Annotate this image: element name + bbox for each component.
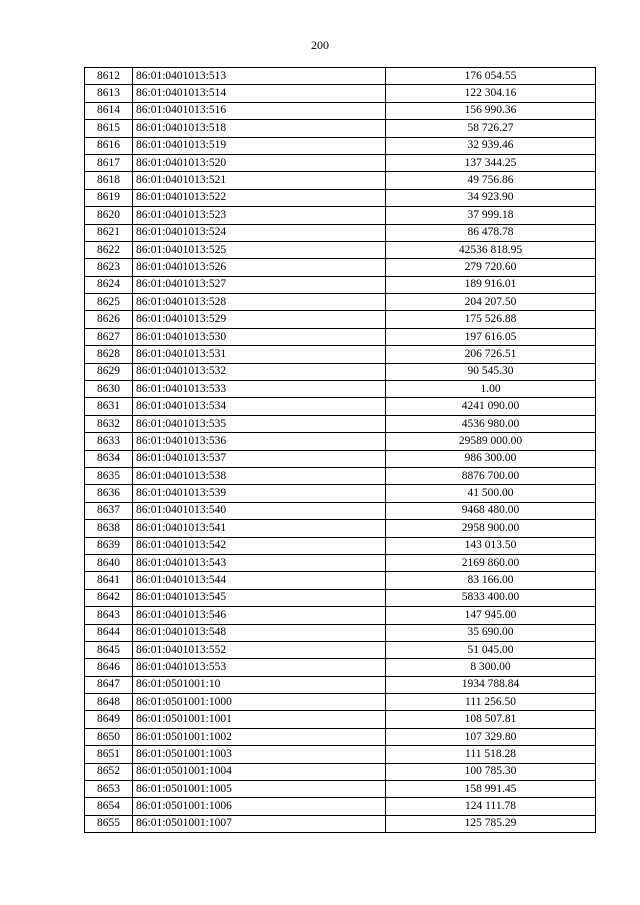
cadastral-number-cell: 86:01:0401013:516 xyxy=(133,102,386,119)
table-row xyxy=(85,415,596,432)
row-number-cell: 8644 xyxy=(85,624,133,641)
cadastral-value-cell: 8876 700.00 xyxy=(386,467,596,484)
table-row xyxy=(85,728,596,745)
cadastral-number-cell: 86:01:0401013:519 xyxy=(133,137,386,154)
cadastral-value-cell: 2958 900.00 xyxy=(386,520,596,537)
cadastral-number-cell: 86:01:0401013:536 xyxy=(133,433,386,450)
cadastral-number-cell: 86:01:0401013:548 xyxy=(133,624,386,641)
cadastral-number-cell: 86:01:0401013:514 xyxy=(133,85,386,102)
cadastral-number-cell: 86:01:0401013:539 xyxy=(133,485,386,502)
cadastral-number-cell: 86:01:0401013:544 xyxy=(133,572,386,589)
row-number-cell: 8628 xyxy=(85,346,133,363)
table-row xyxy=(85,763,596,780)
cadastral-value-cell: 58 726.27 xyxy=(386,120,596,137)
cadastral-value-cell: 29589 000.00 xyxy=(386,433,596,450)
cadastral-value-cell: 197 616.05 xyxy=(386,328,596,345)
cadastral-value-cell: 83 166.00 xyxy=(386,572,596,589)
cadastral-number-cell: 86:01:0501001:1001 xyxy=(133,711,386,728)
table-row xyxy=(85,537,596,554)
row-number-cell: 8649 xyxy=(85,711,133,728)
row-number-cell: 8646 xyxy=(85,659,133,676)
cadastral-number-cell: 86:01:0401013:538 xyxy=(133,467,386,484)
table-row xyxy=(85,102,596,119)
cadastral-value-cell: 9468 480.00 xyxy=(386,502,596,519)
table-row xyxy=(85,433,596,450)
cadastral-value-cell: 2169 860.00 xyxy=(386,554,596,571)
cadastral-value-cell: 176 054.55 xyxy=(386,68,596,85)
cadastral-value-cell: 49 756.86 xyxy=(386,172,596,189)
row-number-cell: 8651 xyxy=(85,746,133,763)
row-number-cell: 8631 xyxy=(85,398,133,415)
table-row xyxy=(85,85,596,102)
table-row xyxy=(85,381,596,398)
table-row xyxy=(85,589,596,606)
cadastral-number-cell: 86:01:0401013:542 xyxy=(133,537,386,554)
table-row xyxy=(85,554,596,571)
table-row xyxy=(85,311,596,328)
row-number-cell: 8620 xyxy=(85,207,133,224)
table-row xyxy=(85,68,596,85)
cadastral-value-cell: 35 690.00 xyxy=(386,624,596,641)
cadastral-number-cell: 86:01:0501001:10 xyxy=(133,676,386,693)
row-number-cell: 8634 xyxy=(85,450,133,467)
cadastral-number-cell: 86:01:0501001:1005 xyxy=(133,781,386,798)
cadastral-number-cell: 86:01:0401013:537 xyxy=(133,450,386,467)
row-number-cell: 8653 xyxy=(85,781,133,798)
row-number-cell: 8637 xyxy=(85,502,133,519)
row-number-cell: 8613 xyxy=(85,85,133,102)
table-row xyxy=(85,607,596,624)
cadastral-value-cell: 107 329.80 xyxy=(386,728,596,745)
cadastral-value-table xyxy=(84,67,596,833)
cadastral-value-cell: 4536 980.00 xyxy=(386,415,596,432)
cadastral-number-cell: 86:01:0401013:524 xyxy=(133,224,386,241)
cadastral-number-cell: 86:01:0401013:543 xyxy=(133,554,386,571)
table-row xyxy=(85,711,596,728)
row-number-cell: 8622 xyxy=(85,241,133,258)
table-row xyxy=(85,241,596,258)
row-number-cell: 8612 xyxy=(85,68,133,85)
cadastral-number-cell: 86:01:0401013:527 xyxy=(133,276,386,293)
table-row xyxy=(85,137,596,154)
row-number-cell: 8618 xyxy=(85,172,133,189)
row-number-cell: 8652 xyxy=(85,763,133,780)
cadastral-number-cell: 86:01:0501001:1003 xyxy=(133,746,386,763)
row-number-cell: 8650 xyxy=(85,728,133,745)
table-row xyxy=(85,641,596,658)
cadastral-number-cell: 86:01:0401013:533 xyxy=(133,381,386,398)
table-row xyxy=(85,694,596,711)
row-number-cell: 8623 xyxy=(85,259,133,276)
cadastral-number-cell: 86:01:0401013:546 xyxy=(133,607,386,624)
cadastral-value-cell: 51 045.00 xyxy=(386,641,596,658)
cadastral-number-cell: 86:01:0501001:1006 xyxy=(133,798,386,815)
cadastral-number-cell: 86:01:0501001:1002 xyxy=(133,728,386,745)
table-row xyxy=(85,328,596,345)
cadastral-value-cell: 4241 090.00 xyxy=(386,398,596,415)
cadastral-value-cell: 206 726.51 xyxy=(386,346,596,363)
cadastral-number-cell: 86:01:0501001:1000 xyxy=(133,694,386,711)
row-number-cell: 8643 xyxy=(85,607,133,624)
cadastral-value-cell: 41 500.00 xyxy=(386,485,596,502)
table-row xyxy=(85,659,596,676)
cadastral-number-cell: 86:01:0401013:541 xyxy=(133,520,386,537)
cadastral-number-cell: 86:01:0401013:521 xyxy=(133,172,386,189)
table-row xyxy=(85,172,596,189)
cadastral-number-cell: 86:01:0401013:535 xyxy=(133,415,386,432)
row-number-cell: 8617 xyxy=(85,154,133,171)
row-number-cell: 8626 xyxy=(85,311,133,328)
table-row xyxy=(85,746,596,763)
row-number-cell: 8639 xyxy=(85,537,133,554)
cadastral-value-cell: 124 111.78 xyxy=(386,798,596,815)
row-number-cell: 8627 xyxy=(85,328,133,345)
row-number-cell: 8638 xyxy=(85,520,133,537)
cadastral-value-cell: 86 478.78 xyxy=(386,224,596,241)
row-number-cell: 8616 xyxy=(85,137,133,154)
cadastral-value-cell: 37 999.18 xyxy=(386,207,596,224)
row-number-cell: 8641 xyxy=(85,572,133,589)
cadastral-value-cell: 147 945.00 xyxy=(386,607,596,624)
cadastral-number-cell: 86:01:0401013:520 xyxy=(133,154,386,171)
cadastral-number-cell: 86:01:0401013:525 xyxy=(133,241,386,258)
cadastral-value-cell: 189 916.01 xyxy=(386,276,596,293)
cadastral-number-cell: 86:01:0401013:518 xyxy=(133,120,386,137)
table-row xyxy=(85,485,596,502)
row-number-cell: 8614 xyxy=(85,102,133,119)
table-row xyxy=(85,294,596,311)
row-number-cell: 8629 xyxy=(85,363,133,380)
row-number-cell: 8621 xyxy=(85,224,133,241)
cadastral-number-cell: 86:01:0401013:530 xyxy=(133,328,386,345)
table-row xyxy=(85,154,596,171)
table-row xyxy=(85,815,596,832)
cadastral-value-cell: 1.00 xyxy=(386,381,596,398)
cadastral-number-cell: 86:01:0401013:526 xyxy=(133,259,386,276)
row-number-cell: 8636 xyxy=(85,485,133,502)
cadastral-number-cell: 86:01:0401013:534 xyxy=(133,398,386,415)
cadastral-value-cell: 108 507.81 xyxy=(386,711,596,728)
table-row xyxy=(85,189,596,206)
cadastral-value-cell: 111 256.50 xyxy=(386,694,596,711)
table-row xyxy=(85,207,596,224)
row-number-cell: 8633 xyxy=(85,433,133,450)
cadastral-value-cell: 5833 400.00 xyxy=(386,589,596,606)
table-row xyxy=(85,120,596,137)
row-number-cell: 8615 xyxy=(85,120,133,137)
row-number-cell: 8648 xyxy=(85,694,133,711)
cadastral-number-cell: 86:01:0401013:545 xyxy=(133,589,386,606)
table-row xyxy=(85,781,596,798)
table-row xyxy=(85,276,596,293)
cadastral-number-cell: 86:01:0401013:513 xyxy=(133,68,386,85)
table-body xyxy=(85,68,596,833)
row-number-cell: 8640 xyxy=(85,554,133,571)
row-number-cell: 8630 xyxy=(85,381,133,398)
table-row xyxy=(85,259,596,276)
row-number-cell: 8624 xyxy=(85,276,133,293)
cadastral-value-cell: 1934 788.84 xyxy=(386,676,596,693)
cadastral-value-cell: 137 344.25 xyxy=(386,154,596,171)
cadastral-value-cell: 158 991.45 xyxy=(386,781,596,798)
cadastral-value-cell: 8 300.00 xyxy=(386,659,596,676)
row-number-cell: 8654 xyxy=(85,798,133,815)
cadastral-number-cell: 86:01:0401013:528 xyxy=(133,294,386,311)
table-row xyxy=(85,224,596,241)
table-row xyxy=(85,624,596,641)
cadastral-value-cell: 279 720.60 xyxy=(386,259,596,276)
row-number-cell: 8632 xyxy=(85,415,133,432)
cadastral-value-cell: 125 785.29 xyxy=(386,815,596,832)
cadastral-number-cell: 86:01:0401013:552 xyxy=(133,641,386,658)
cadastral-number-cell: 86:01:0401013:532 xyxy=(133,363,386,380)
cadastral-value-cell: 42536 818.95 xyxy=(386,241,596,258)
table-row xyxy=(85,676,596,693)
cadastral-value-cell: 100 785.30 xyxy=(386,763,596,780)
cadastral-value-cell: 156 990.36 xyxy=(386,102,596,119)
table-row xyxy=(85,798,596,815)
cadastral-value-cell: 90 545.30 xyxy=(386,363,596,380)
row-number-cell: 8645 xyxy=(85,641,133,658)
row-number-cell: 8619 xyxy=(85,189,133,206)
cadastral-number-cell: 86:01:0401013:522 xyxy=(133,189,386,206)
row-number-cell: 8635 xyxy=(85,467,133,484)
table-row xyxy=(85,450,596,467)
cadastral-number-cell: 86:01:0401013:540 xyxy=(133,502,386,519)
cadastral-number-cell: 86:01:0501001:1007 xyxy=(133,815,386,832)
row-number-cell: 8655 xyxy=(85,815,133,832)
cadastral-number-cell: 86:01:0401013:529 xyxy=(133,311,386,328)
cadastral-value-cell: 986 300.00 xyxy=(386,450,596,467)
cadastral-value-cell: 143 013.50 xyxy=(386,537,596,554)
cadastral-value-cell: 175 526.88 xyxy=(386,311,596,328)
cadastral-value-cell: 122 304.16 xyxy=(386,85,596,102)
table-row xyxy=(85,520,596,537)
table-row xyxy=(85,467,596,484)
cadastral-number-cell: 86:01:0401013:531 xyxy=(133,346,386,363)
table-row xyxy=(85,346,596,363)
cadastral-number-cell: 86:01:0401013:523 xyxy=(133,207,386,224)
table-row xyxy=(85,502,596,519)
row-number-cell: 8642 xyxy=(85,589,133,606)
cadastral-number-cell: 86:01:0501001:1004 xyxy=(133,763,386,780)
page-number: 200 xyxy=(311,38,329,52)
table-row xyxy=(85,398,596,415)
cadastral-number-cell: 86:01:0401013:553 xyxy=(133,659,386,676)
row-number-cell: 8625 xyxy=(85,294,133,311)
table-row xyxy=(85,572,596,589)
table-row xyxy=(85,363,596,380)
cadastral-value-cell: 34 923.90 xyxy=(386,189,596,206)
cadastral-value-cell: 111 518.28 xyxy=(386,746,596,763)
cadastral-value-cell: 204 207.50 xyxy=(386,294,596,311)
cadastral-value-cell: 32 939.46 xyxy=(386,137,596,154)
row-number-cell: 8647 xyxy=(85,676,133,693)
